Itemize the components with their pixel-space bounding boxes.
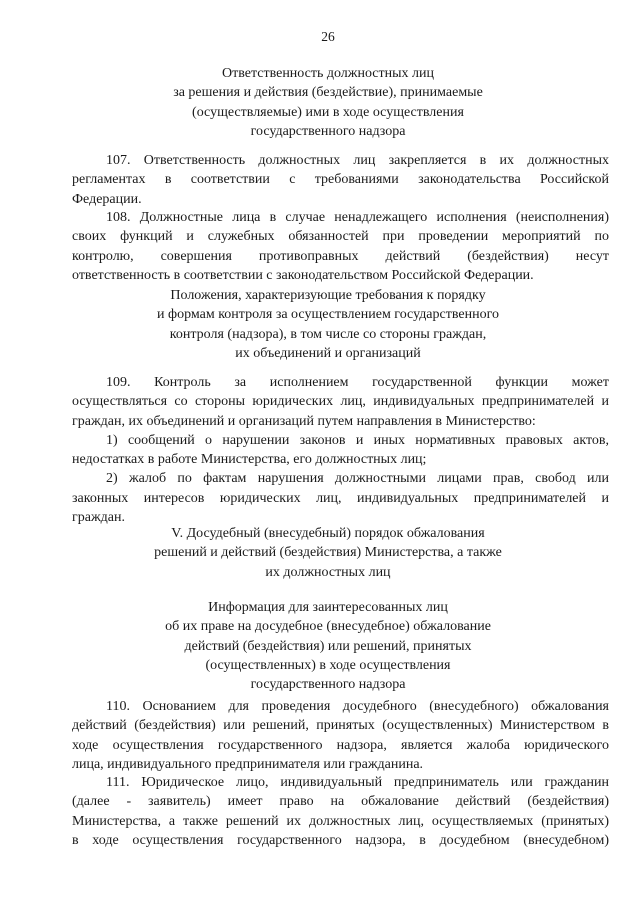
heading-line: действий (бездействия) или решений, принятых	[184, 638, 472, 654]
heading-line: государственного надзора	[250, 677, 406, 693]
text-line: 108. Должностные лица в случае ненадлежащего исполнения (неисполнения)	[106, 210, 609, 225]
text-line: Министерства, а также решений их должностных лиц, осуществляемых (принятых)	[72, 813, 609, 829]
text-line: (далее - заявитель) имеет право на обжалование действий (бездействия)	[72, 794, 609, 810]
text-line: в ходе осуществления государственного надзора, в досудебном (внесудебном)	[72, 832, 609, 848]
heading-line: их объединений и организаций	[235, 345, 421, 361]
paragraph-110	[72, 697, 609, 774]
heading-line: их должностных лиц	[265, 564, 391, 580]
heading-line: Информация для заинтересованных лиц	[208, 600, 448, 615]
paragraph-107	[72, 151, 609, 209]
text-line: действий (бездействия) или решений, принятых (осуществленных) Министерством в	[72, 718, 609, 734]
heading-responsibility	[0, 64, 640, 141]
heading-line: об их праве на досудебное (внесудебное) обжалование	[165, 619, 491, 635]
text-line: контролю, совершения противоправных действий (бездействия) несут	[72, 248, 609, 264]
heading-line: Положения, характеризующие требования к порядку	[170, 288, 486, 303]
paragraph-108	[72, 208, 609, 285]
text-line: 1) сообщений о нарушении законов и иных нормативных правовых актов,	[106, 432, 609, 448]
text-line: 2) жалоб по фактам нарушения должностными лицами прав, свобод или	[106, 471, 609, 487]
page-number: 26	[321, 29, 335, 44]
heading-line: решений и действий (бездействия) Министерства, а также	[154, 545, 502, 561]
text-line: ходе осуществления государственного надзора, является жалоба юридического	[72, 737, 609, 753]
text-line: ответственность в соответствии с законодательством Российской Федерации.	[72, 267, 534, 283]
heading-line: V. Досудебный (внесудебный) порядок обжалования	[171, 526, 485, 541]
text-line: 110. Основанием для проведения досудебного (внесудебного) обжалования	[106, 699, 609, 714]
text-line: законных интересов юридических лиц, индивидуальных предпринимателей и	[72, 490, 609, 506]
text-line: граждан.	[72, 510, 125, 526]
heading-line: за решения и действия (бездействие), принимаемые	[173, 85, 483, 101]
text-line: Федерации.	[72, 191, 142, 207]
text-line: граждан, их объединений и организаций путем направления в Министерство:	[72, 413, 536, 429]
heading-section-v	[0, 524, 640, 582]
text-line: 107. Ответственность должностных лиц закрепляется в их должностных	[106, 153, 609, 168]
heading-control-requirements	[0, 286, 640, 363]
text-line: осуществляться со стороны юридических лиц, индивидуальных предпринимателей и	[72, 394, 609, 410]
heading-information	[0, 598, 640, 694]
heading-line: и формам контроля за осуществлением государственного	[157, 307, 499, 323]
text-line: своих функций и служебных обязанностей при проведении мероприятий по	[72, 229, 609, 245]
text-line: 111. Юридическое лицо, индивидуальный предприниматель или гражданин	[106, 775, 609, 790]
text-line: 109. Контроль за исполнением государственной функции может	[106, 375, 609, 390]
text-line: регламентах в соответствии с требованиями законодательства Российской	[72, 172, 609, 188]
heading-line: государственного надзора	[250, 123, 406, 139]
paragraph-109	[72, 373, 609, 527]
heading-line: (осуществленных) в ходе осуществления	[205, 657, 451, 673]
text-line: недостатках в работе Министерства, его должностных лиц;	[72, 452, 427, 468]
paragraph-111	[72, 773, 609, 850]
heading-line: (осуществляемые) ими в ходе осуществления	[192, 104, 464, 120]
heading-line: контроля (надзора), в том числе со стороны граждан,	[169, 326, 487, 342]
text-line: лица, индивидуального предпринимателя или гражданина.	[72, 756, 424, 772]
heading-line: Ответственность должностных лиц	[221, 66, 435, 81]
